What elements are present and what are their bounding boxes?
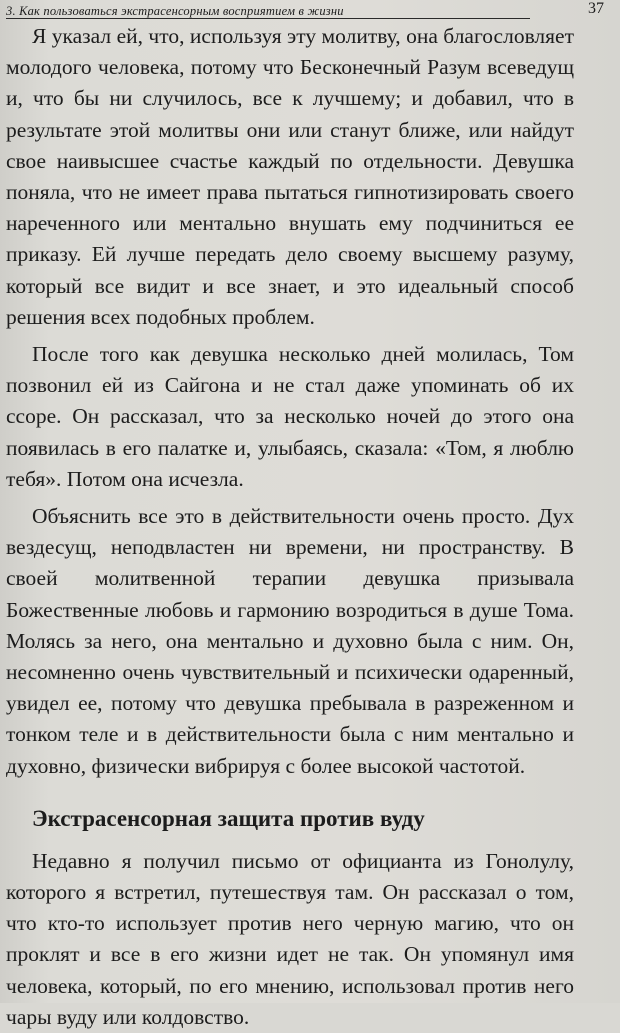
header-rule: [6, 18, 530, 19]
section-heading: Экстрасенсорная защита против вуду: [32, 805, 425, 831]
page-number: 37: [588, 0, 604, 17]
page-body: [6, 21, 574, 1033]
paragraph-tom-call: После того как девушка несколько дней молилась, Том позвонил ей из Сайгона и не стал даже упоминать об их ссоре. Он рассказал, что за несколько ночей до этого она появилась в его палатке и, улыбаясь, сказала: «Том, я люблю тебя». Потом она исчезла.: [6, 342, 574, 491]
paragraph-prayer-advice: Я указал ей, что, используя эту молитву, она благословляет молодого человека, потому что Бесконечный Разум всеведущ и, что бы ни случилось, все к лучшему; и добавил, что в результате этой молитвы они или станут ближе, или найдут свое наивысшее счастье каждый по отдельности. Девушка поняла, что не имеет права пытаться гипнотизировать своего нареченного или ментально внушать ему подчиниться ее приказу. Ей лучше передать дело своему высшему разуму, который все видит и все знает, и это идеальный способ решения всех подобных проблем.: [6, 24, 574, 329]
paragraph-honolulu-letter: Недавно я получил письмо от официанта из Гонолулу, которого я встретил, путешествуя там. Он рассказал о том, что кто-то использует против него черную магию, что он проклят и все в его жизни идет не так. Он упомянул имя человека, который, по его мнению, использовал против него чары вуду или колдовство.: [6, 848, 574, 1029]
paragraph-explanation: Объяснить все это в действительности очень просто. Дух вездесущ, неподвластен ни времени, ни пространству. В своей молитвенной терапии девушка призывала Божественные любовь и гармонию возродиться в душе Тома. Молясь за него, она ментально и духовно была с ним. Он, несомненно очень чувствительный и психически одаренный, увидел ее, потому что девушка пребывала в разреженном и тонком теле и в действительности была с ним ментально и духовно, физически вибрируя с более высокой частотой.: [6, 504, 574, 778]
chapter-running-title: 3. Как пользоваться экстрасенсорным восприятием в жизни: [6, 4, 344, 18]
